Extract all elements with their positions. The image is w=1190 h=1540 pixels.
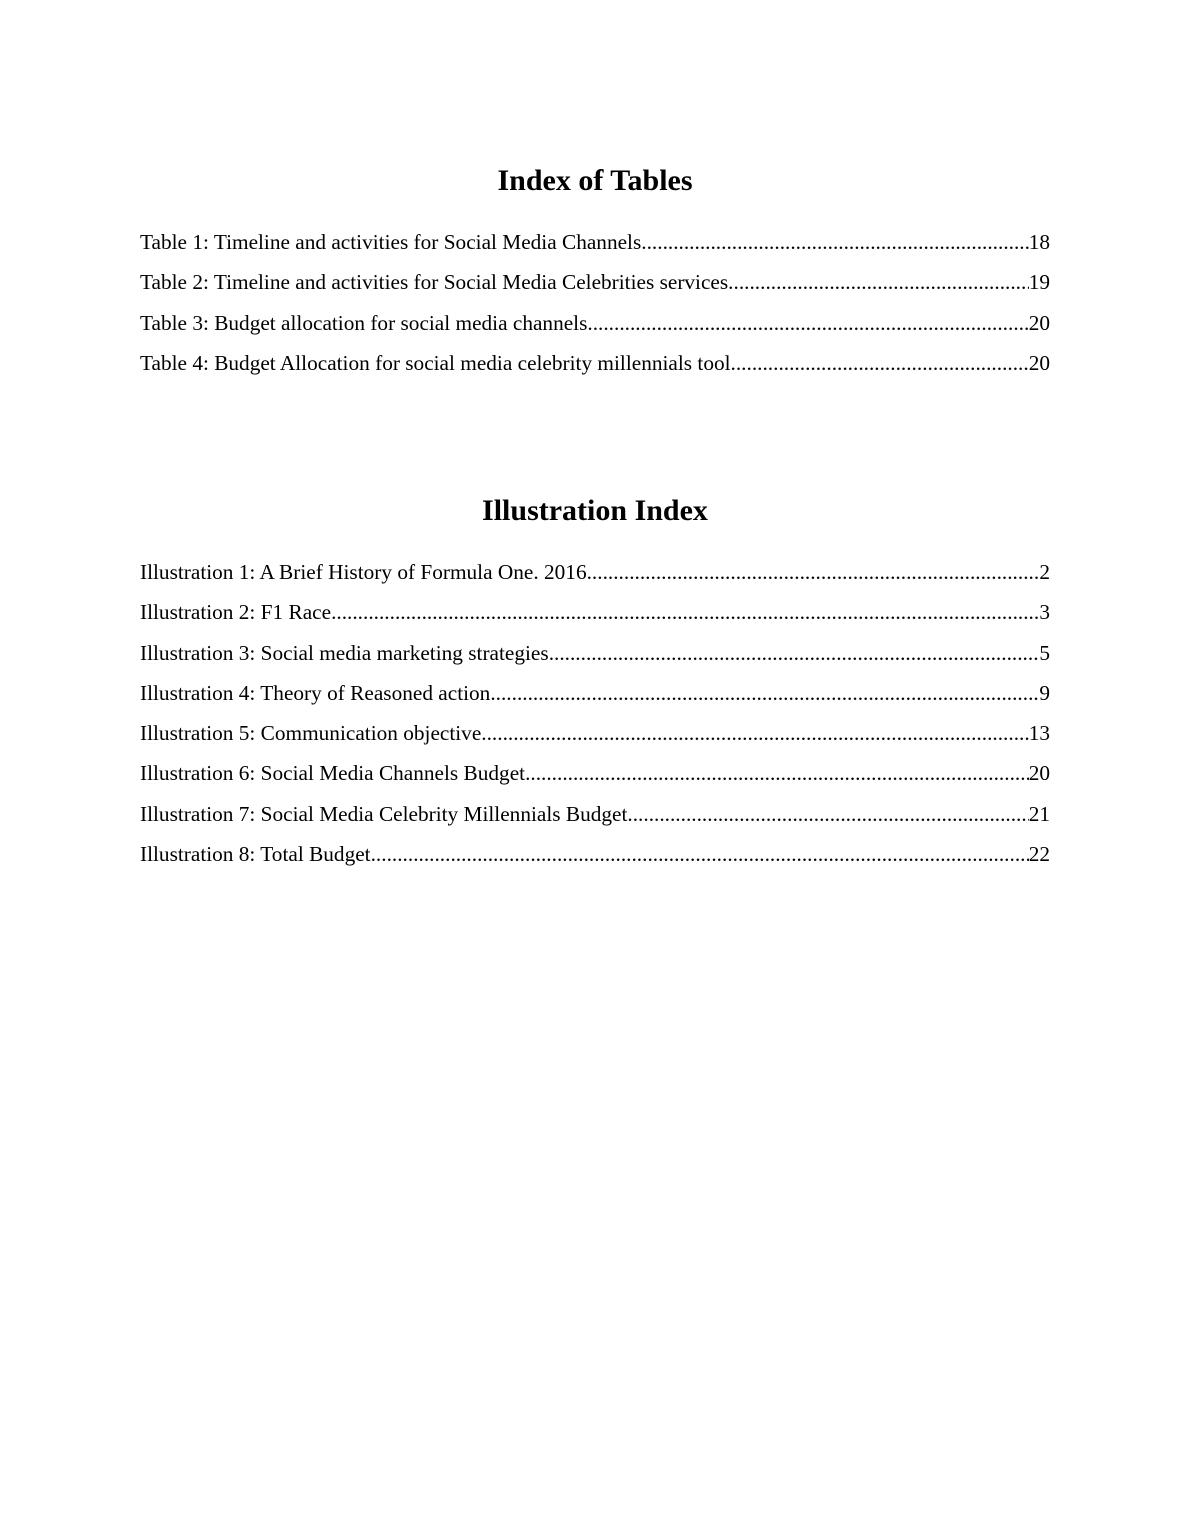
table-index-entry[interactable] <box>140 351 1050 391</box>
dot-leader <box>525 761 1029 785</box>
dot-leader <box>331 600 1039 624</box>
dot-leader <box>371 842 1029 866</box>
illustration-index-entry[interactable] <box>140 802 1050 842</box>
entry-page-number: 21 <box>1028 801 1050 826</box>
table-index-entry[interactable] <box>140 270 1050 310</box>
entry-page-number: 5 <box>1039 640 1050 665</box>
dot-leader <box>627 802 1028 826</box>
entry-label: Illustration 6: Social Media Channels Budget <box>140 761 526 786</box>
table-index-entry[interactable] <box>140 311 1050 351</box>
illustration-index-entry[interactable] <box>140 681 1050 721</box>
dot-leader <box>587 560 1040 584</box>
illustration-index-entry[interactable] <box>140 600 1050 640</box>
illustration-index-entry[interactable] <box>140 721 1050 761</box>
illustration-index-entry[interactable] <box>140 842 1050 882</box>
dot-leader <box>549 641 1040 665</box>
entry-page-number: 9 <box>1039 680 1050 705</box>
tables-index-list <box>140 230 1050 391</box>
entry-label: Table 4: Budget Allocation for social media celebrity millennials tool <box>140 350 731 375</box>
entry-page-number: 2 <box>1039 560 1050 584</box>
entry-label: Illustration 3: Social media marketing strategies <box>140 640 549 665</box>
entry-page-number: 20 <box>1028 761 1050 786</box>
entry-page-number: 22 <box>1028 842 1050 867</box>
entry-page-number: 3 <box>1039 600 1050 625</box>
illustration-index-heading: Illustration Index <box>482 494 708 527</box>
dot-leader <box>641 230 1028 254</box>
entry-label: Illustration 2: F1 Race <box>140 600 332 625</box>
entry-label: Illustration 7: Social Media Celebrity Millennials Budget <box>140 801 628 826</box>
illustration-index-entry[interactable] <box>140 560 1050 600</box>
dot-leader <box>490 681 1039 705</box>
document-page <box>140 0 1050 1540</box>
dot-leader <box>728 270 1029 294</box>
entry-page-number: 19 <box>1028 270 1050 295</box>
entry-page-number: 18 <box>1028 230 1050 254</box>
illustration-index-entry[interactable] <box>140 761 1050 801</box>
entry-label: Illustration 1: A Brief History of Formula One. 2016 <box>140 560 587 584</box>
index-of-tables-heading: Index of Tables <box>497 164 693 197</box>
entry-page-number: 20 <box>1028 350 1050 375</box>
dot-leader <box>587 311 1028 335</box>
entry-label: Table 3: Budget allocation for social media channels <box>140 310 588 335</box>
illustration-index-entry[interactable] <box>140 641 1050 681</box>
entry-label: Illustration 5: Communication objective <box>140 721 482 746</box>
entry-label: Illustration 8: Total Budget <box>140 842 371 867</box>
entry-page-number: 20 <box>1028 310 1050 335</box>
illustration-index-list <box>140 560 1050 882</box>
entry-label: Table 2: Timeline and activities for Social Media Celebrities services <box>140 270 729 295</box>
table-index-entry[interactable] <box>140 230 1050 270</box>
dot-leader <box>731 351 1029 375</box>
dot-leader <box>481 721 1028 745</box>
entry-label: Illustration 4: Theory of Reasoned action <box>140 680 491 705</box>
entry-page-number: 13 <box>1028 721 1050 746</box>
entry-label: Table 1: Timeline and activities for Social Media Channels <box>140 230 642 254</box>
